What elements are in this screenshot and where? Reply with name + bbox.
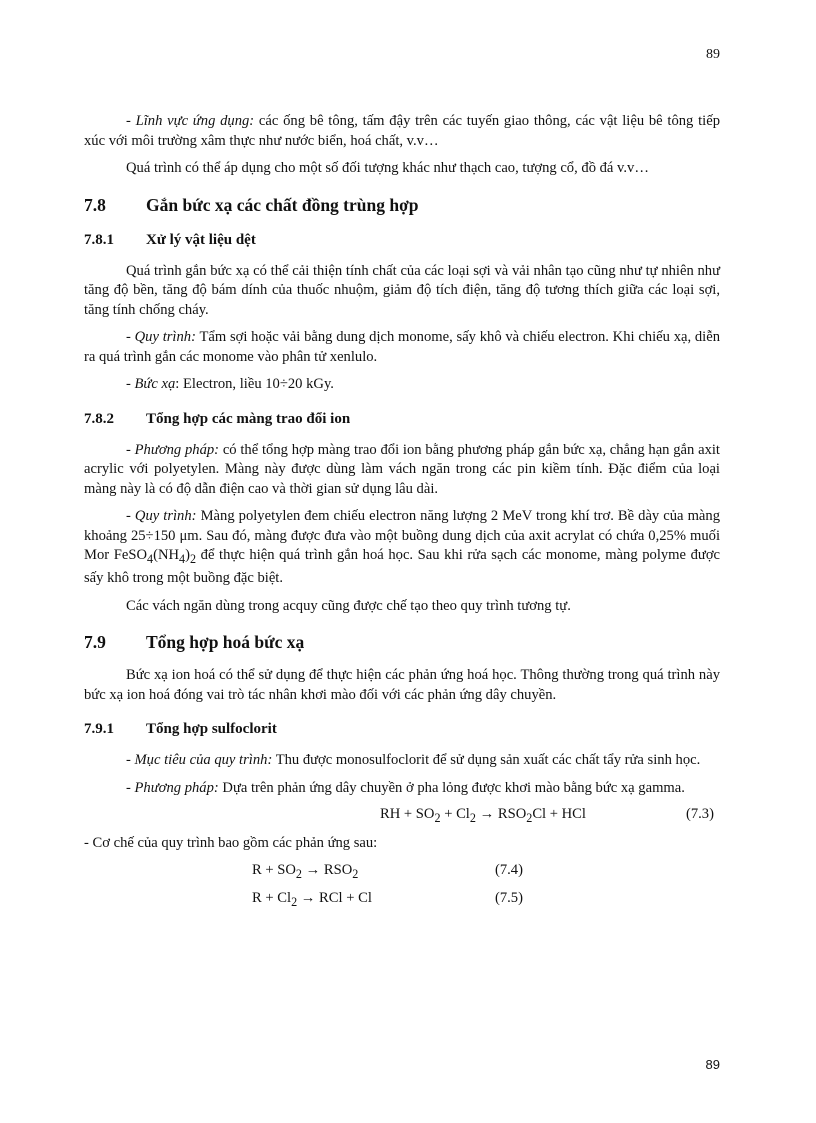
section-7-8-2-heading	[84, 411, 720, 428]
eq-part: R + Cl	[252, 889, 292, 906]
section-title: Tổng hợp sulfoclorit	[146, 721, 277, 738]
section-7-9-1-heading	[84, 721, 720, 738]
paragraph-radiation-synthesis: Bức xạ ion hoá có thể sử dụng để thực hiện các phản ứng hoá học. Thông thường trong quá trình này bức xạ ion hoá đóng vai trò tác nhân khơi mào đối với các phản ứng dây chuyền.	[84, 667, 720, 703]
equation-number: (7.5)	[495, 889, 523, 906]
eq-part: → RSO	[475, 806, 527, 823]
equation-expression	[252, 862, 358, 882]
label-objective: - Mục tiêu của quy trình:	[126, 752, 273, 769]
subscript: 2	[189, 551, 197, 566]
section-number: 7.8.1	[84, 231, 114, 248]
section-number: 7.8	[84, 194, 106, 215]
paragraph-membrane-method	[84, 441, 720, 500]
text-process: Tẩm sợi hoặc vải bằng dung dịch monome, sấy khô và chiếu electron. Khi chiếu xạ, diễn ra quá trình gắn các monome vào phân tử xenlulo.	[84, 329, 721, 365]
section-number: 7.9.1	[84, 721, 114, 738]
equation-number: (7.4)	[495, 861, 523, 878]
paragraph-other-objects: Quá trình có thể áp dụng cho một số đối tượng khác như thạch cao, tượng cổ, đồ đá v.v…	[126, 160, 649, 176]
paragraph-application	[84, 112, 720, 151]
eq-part: RH + SO	[380, 806, 435, 823]
text-application: các ống bê tông, tấm đậy trên các tuyến giao thông, các vật liệu bê tông tiếp xúc với môi trường xâm thực như nước biển, hoá chất, v.v…	[84, 113, 720, 149]
label-process: - Quy trình:	[126, 329, 196, 345]
section-7-8-1-heading	[84, 232, 720, 249]
eq-part: Cl + HCl	[532, 806, 586, 823]
text-method: có thể tổng hợp màng trao đổi ion bằng phương pháp gắn bức xạ, chẳng hạn gắn axit acrylic với polyetylen. Màng này được dùng làm vách ngăn trong các pin kiềm tính. Đặc điểm của loại màng này là có độ dẫn điện cao và thời gian sử dụng lâu dài.	[84, 441, 720, 497]
page-number-bottom: 89	[705, 1057, 720, 1072]
subscript: 4	[147, 551, 154, 566]
paragraph-battery-separators: Các vách ngăn dùng trong acquy cũng được chế tạo theo quy trình tương tự.	[126, 597, 571, 614]
paragraph-method	[84, 779, 720, 799]
subscript: 2	[434, 811, 441, 826]
equation-7-5	[84, 890, 720, 912]
label-process: - Quy trình:	[126, 508, 197, 524]
equation-expression	[380, 806, 586, 826]
section-title: Xử lý vật liệu dệt	[146, 231, 256, 248]
equation-7-3	[84, 806, 720, 828]
equation-expression	[252, 890, 372, 910]
subscript: 2	[526, 811, 533, 826]
eq-part: + Cl	[440, 806, 470, 823]
paragraph-textile-radiation	[84, 375, 720, 395]
paragraph-textile-process	[84, 328, 720, 367]
text-method: Dựa trên phản ứng dây chuyền ở pha lỏng được khơi mào bằng bức xạ gamma.	[218, 779, 685, 796]
subscript: 2	[291, 894, 298, 909]
section-number: 7.8.2	[84, 410, 114, 427]
subscript: 2	[469, 811, 476, 826]
label-application: - Lĩnh vực ứng dụng:	[126, 113, 255, 129]
label-method: - Phương pháp:	[126, 779, 219, 796]
text-process-b: để thực hiện quá trình gắn hoá học. Sau khi rửa sạch các monome, màng polyme được sấy khô trong một buồng đặc biệt.	[84, 547, 721, 587]
formula-part: (NH	[153, 547, 180, 563]
equation-7-4	[84, 862, 720, 884]
eq-part: → RCl + Cl	[297, 889, 372, 906]
section-7-8-heading	[84, 195, 720, 216]
text-radiation: : Electron, liều 10÷20 kGy.	[175, 376, 334, 392]
subscript: 4	[179, 551, 186, 566]
paragraph-mechanism: - Cơ chế của quy trình bao gồm các phản ứng sau:	[84, 835, 378, 852]
section-number: 7.9	[84, 632, 106, 653]
eq-part: → RSO	[302, 861, 353, 878]
page-content	[84, 112, 720, 918]
subscript: 2	[352, 866, 359, 881]
page-number-top: 89	[706, 47, 720, 62]
paragraph-objective	[84, 751, 720, 771]
label-method: - Phương pháp:	[126, 441, 220, 458]
paragraph-membrane-process	[84, 507, 720, 589]
section-title: Tổng hợp các màng trao đổi ion	[146, 410, 351, 427]
eq-part: R + SO	[252, 861, 296, 878]
formula-part: )	[185, 547, 190, 563]
equation-number: (7.3)	[686, 806, 714, 823]
paragraph-textile-intro: Quá trình gắn bức xạ có thể cải thiện tính chất của các loại sợi và vải nhân tạo cũng như tự nhiên như tăng độ bền, tăng độ bám dính của thuốc nhuộm, giảm độ tích điện, tăng độ tương thích giữa các loại sợi, tăng tính chống cháy.	[84, 262, 720, 318]
text-objective: Thu được monosulfoclorit để sử dụng sản xuất các chất tẩy rửa sinh học.	[272, 752, 701, 769]
section-title: Gắn bức xạ các chất đồng trùng hợp	[146, 194, 419, 215]
subscript: 2	[295, 866, 302, 881]
text-process-a: Màng polyetylen đem chiếu electron năng lượng 2 MeV trong khí trơ. Bề dày của màng khoảng 25÷150 μm. Sau đó, màng được đưa vào một buồng dung dịch của axit acrylat có chứa 0,25% muối Mor FeSO	[84, 508, 720, 563]
section-title: Tổng hợp hoá bức xạ	[146, 632, 305, 653]
section-7-9-heading	[84, 632, 720, 653]
label-radiation: - Bức xạ	[126, 376, 176, 392]
